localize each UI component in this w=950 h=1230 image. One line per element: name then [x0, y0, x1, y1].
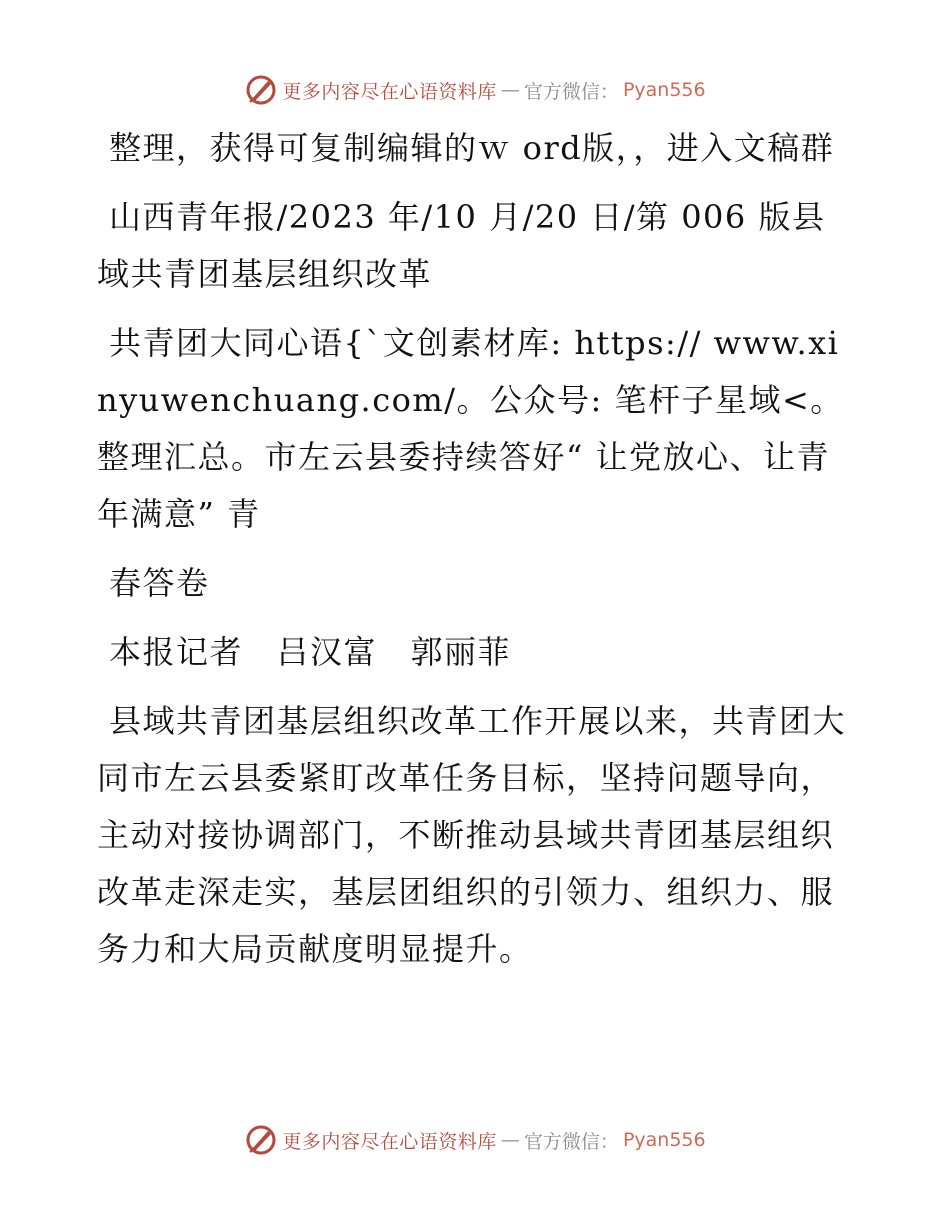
footer-banner	[0, 1120, 950, 1160]
paragraph-intro: 整理，获得可复制编辑的ｗ ord版，，进入文稿群	[109, 129, 835, 167]
paragraph-byline: 本报记者 吕汉富 郭丽菲	[109, 633, 512, 671]
document-body	[97, 120, 857, 990]
banner-dash: —	[500, 1129, 520, 1151]
header-banner	[0, 70, 950, 110]
banner-wechat-id: Pyan556	[622, 1129, 706, 1151]
banner-wechat-label: 官方微信：	[523, 1130, 619, 1153]
banner-wechat-id: Pyan556	[622, 79, 706, 101]
banner-text: 更多内容尽在心语资料库	[282, 1130, 497, 1153]
paragraph-headline-end: 春答卷	[109, 564, 210, 602]
banner-text: 更多内容尽在心语资料库	[282, 80, 497, 103]
paragraph-body: 县域共青团基层组织改革工作开展以来，共青团大同市左云县委紧盯改革任务目标，坚持问题导向，主动对接协调部门，不断推动县域共青团基层组织改革走深走实，基层团组织的引领力、组织力、服务力和大局贡献度明显提升。	[97, 702, 847, 968]
paragraph-headline: 共青团大同心语{`文创素材库: https:// www.xinyuwenchuang.com/。公众号: 笔杆子星域<。整理汇总。市左云县委持续答好“ 让党放心、让青年满意” 青	[97, 324, 844, 533]
banner-wechat-label: 官方微信：	[523, 80, 619, 103]
banner-dash: —	[500, 79, 520, 101]
quill-pen-logo-icon	[244, 1123, 278, 1157]
quill-pen-logo-icon	[244, 73, 278, 107]
paragraph-source: 山西青年报/2023 年/10 月/20 日/第 006 版县域共青团基层组织改革	[97, 198, 826, 293]
